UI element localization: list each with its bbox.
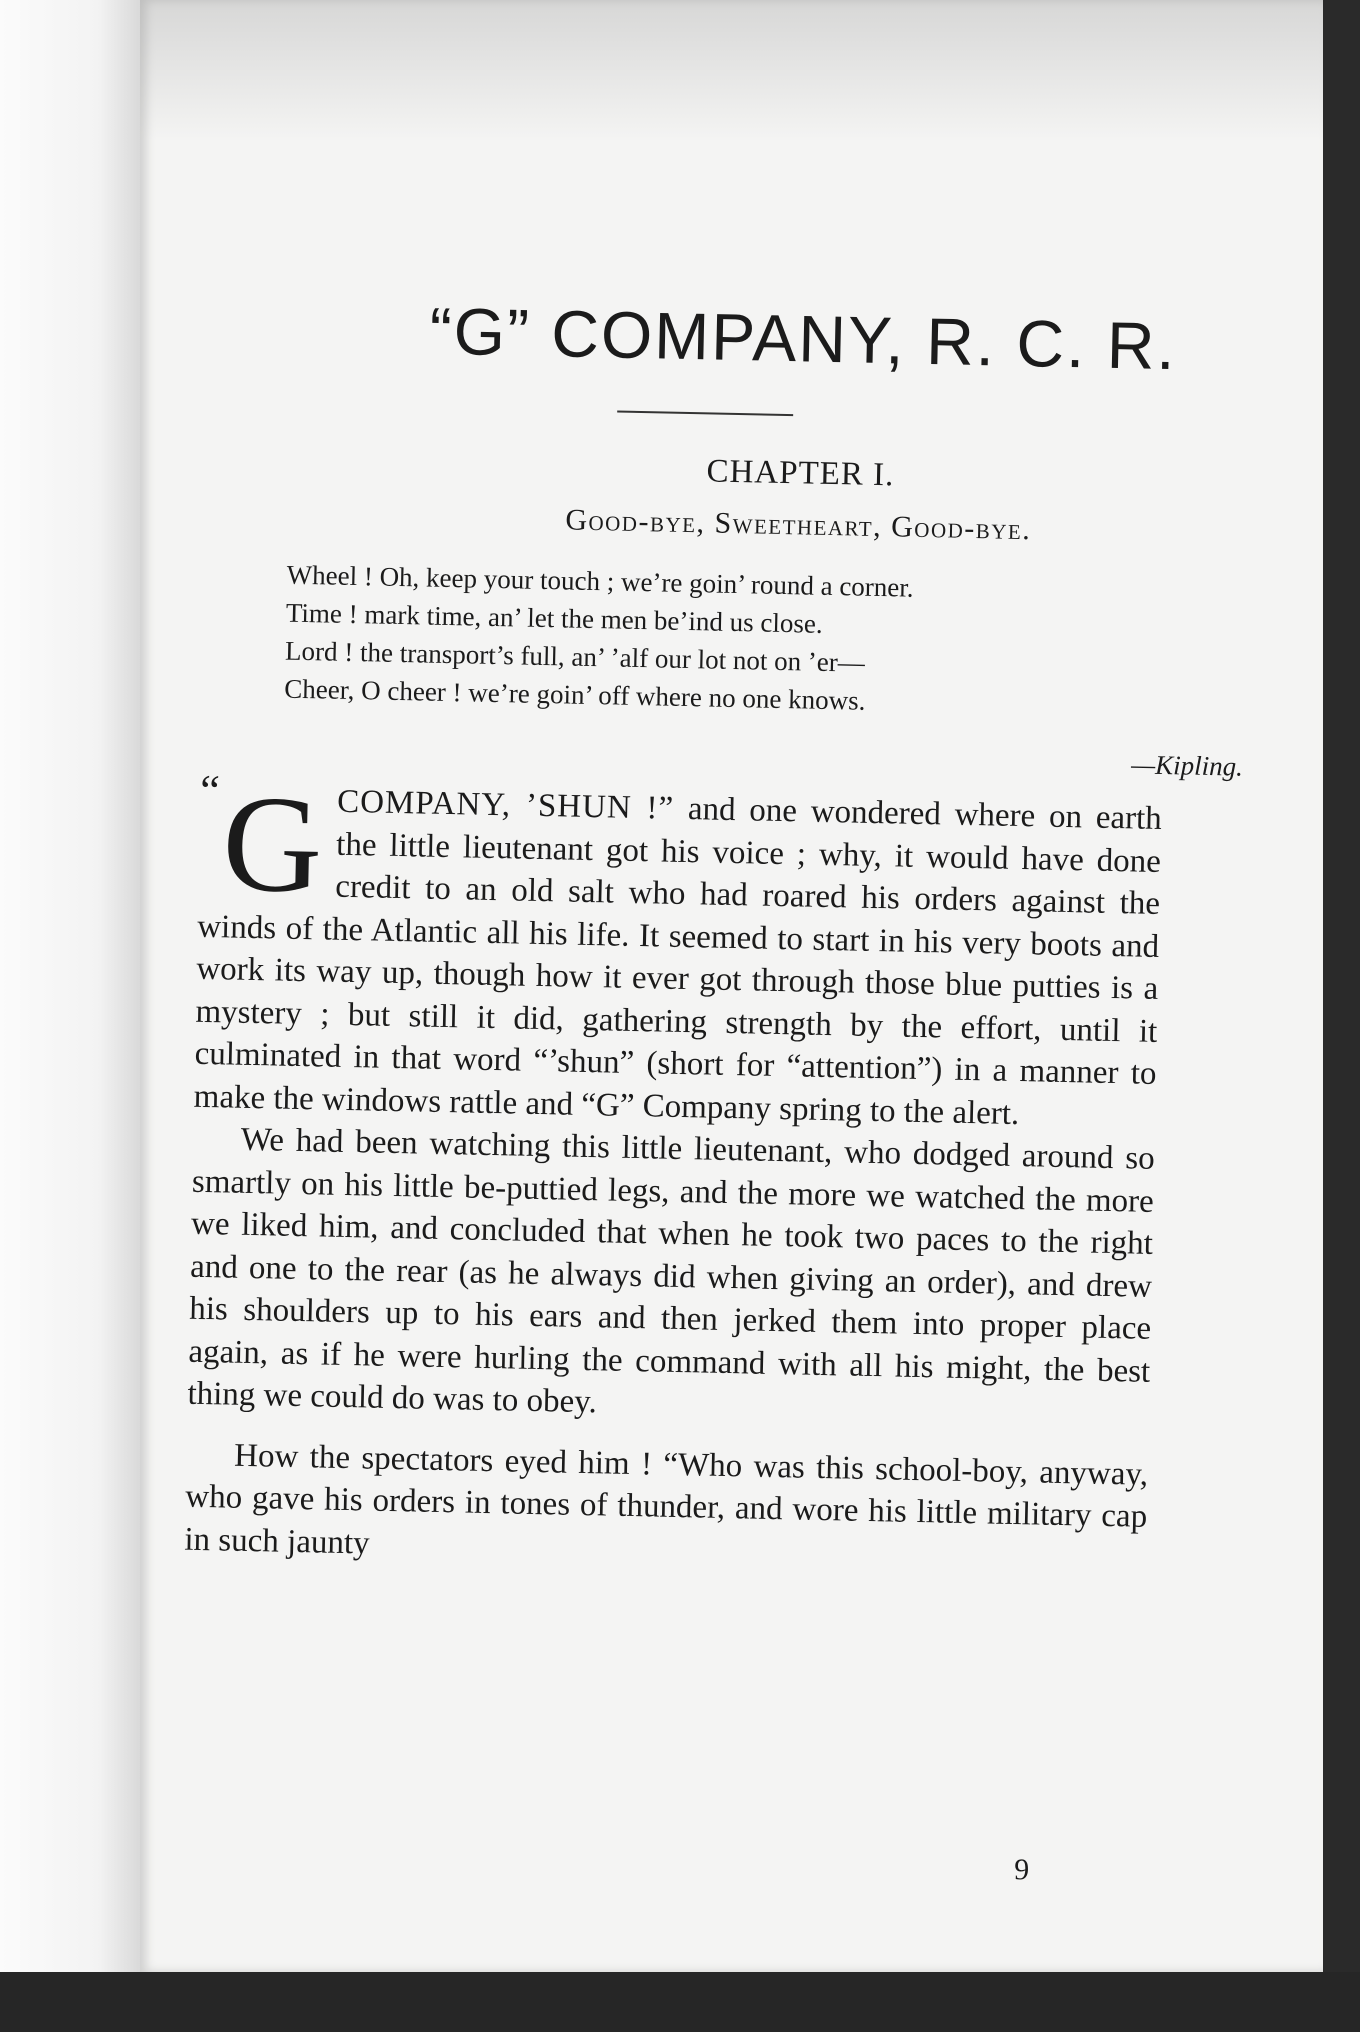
epigraph-attribution: —Kipling. (1130, 749, 1244, 782)
chapter-body (184, 765, 1163, 1581)
chapter-heading: CHAPTER I. (706, 453, 895, 494)
facing-page-edge (0, 0, 140, 1972)
book-page (140, 0, 1323, 1972)
epigraph-line: Wheel ! Oh, keep your touch ; we’re goin’ round a corner. (286, 559, 914, 603)
paragraph-3: How the spectators eyed him ! “Who was this school-boy, anyway, who gave his orders in tones of thunder, and wore his little military cap in such jaunty (184, 1437, 1149, 1562)
paragraph-1-text: and one wondered where on earth the little lieutenant got his voice ; why, it would have done credit to an old salt who had roared his orders against the winds of the Atlantic all his life. It seemed to start in his very boots and work its way up, though how it ever got through those blue putties is a mystery ; but still it did, gathering strength by the effort, until it culminated in that word “’shun” (short for “attention”) in a manner to make the windows rattle and “G” Company spring to the alert. (193, 790, 1163, 1132)
chapter-subtitle: Good-bye, Sweetheart, Good-bye. (565, 503, 1032, 547)
paragraph-2: We had been watching this little lieutenant, who dodged around so smartly on his little be-puttied legs, and the more we watched the more we liked him, and concluded that when he took two paces to the right and one to the rear (as he always did when giving an order), and drew his shoulders up to his ears and then jerked them into proper place again, as if he were hurling the command with all his might, the best thing we could do was to obey. (187, 1121, 1156, 1421)
page-content (140, 0, 1323, 1972)
right-border (1323, 0, 1360, 2032)
drop-cap: G (221, 766, 324, 922)
epigraph-line: Cheer, O cheer ! we’re goin’ off where no one knows. (284, 673, 866, 716)
epigraph-line: Time ! mark time, an’ let the men be’ind us close. (285, 597, 823, 639)
page-number: 9 (1013, 1853, 1030, 1887)
opening-quote: “ (199, 765, 221, 816)
bottom-border (0, 1972, 1360, 2032)
book-title: “G” COMPANY, R. C. R. (428, 293, 1178, 384)
epigraph-line: Lord ! the transport’s full, an’ ’alf our lot not on ’er— (284, 635, 866, 678)
title-rule (617, 410, 793, 416)
epigraph (284, 556, 1107, 725)
paragraph-1-caps: COMPANY, ’SHUN !” (336, 783, 675, 827)
paragraph-1 (193, 765, 1163, 1138)
